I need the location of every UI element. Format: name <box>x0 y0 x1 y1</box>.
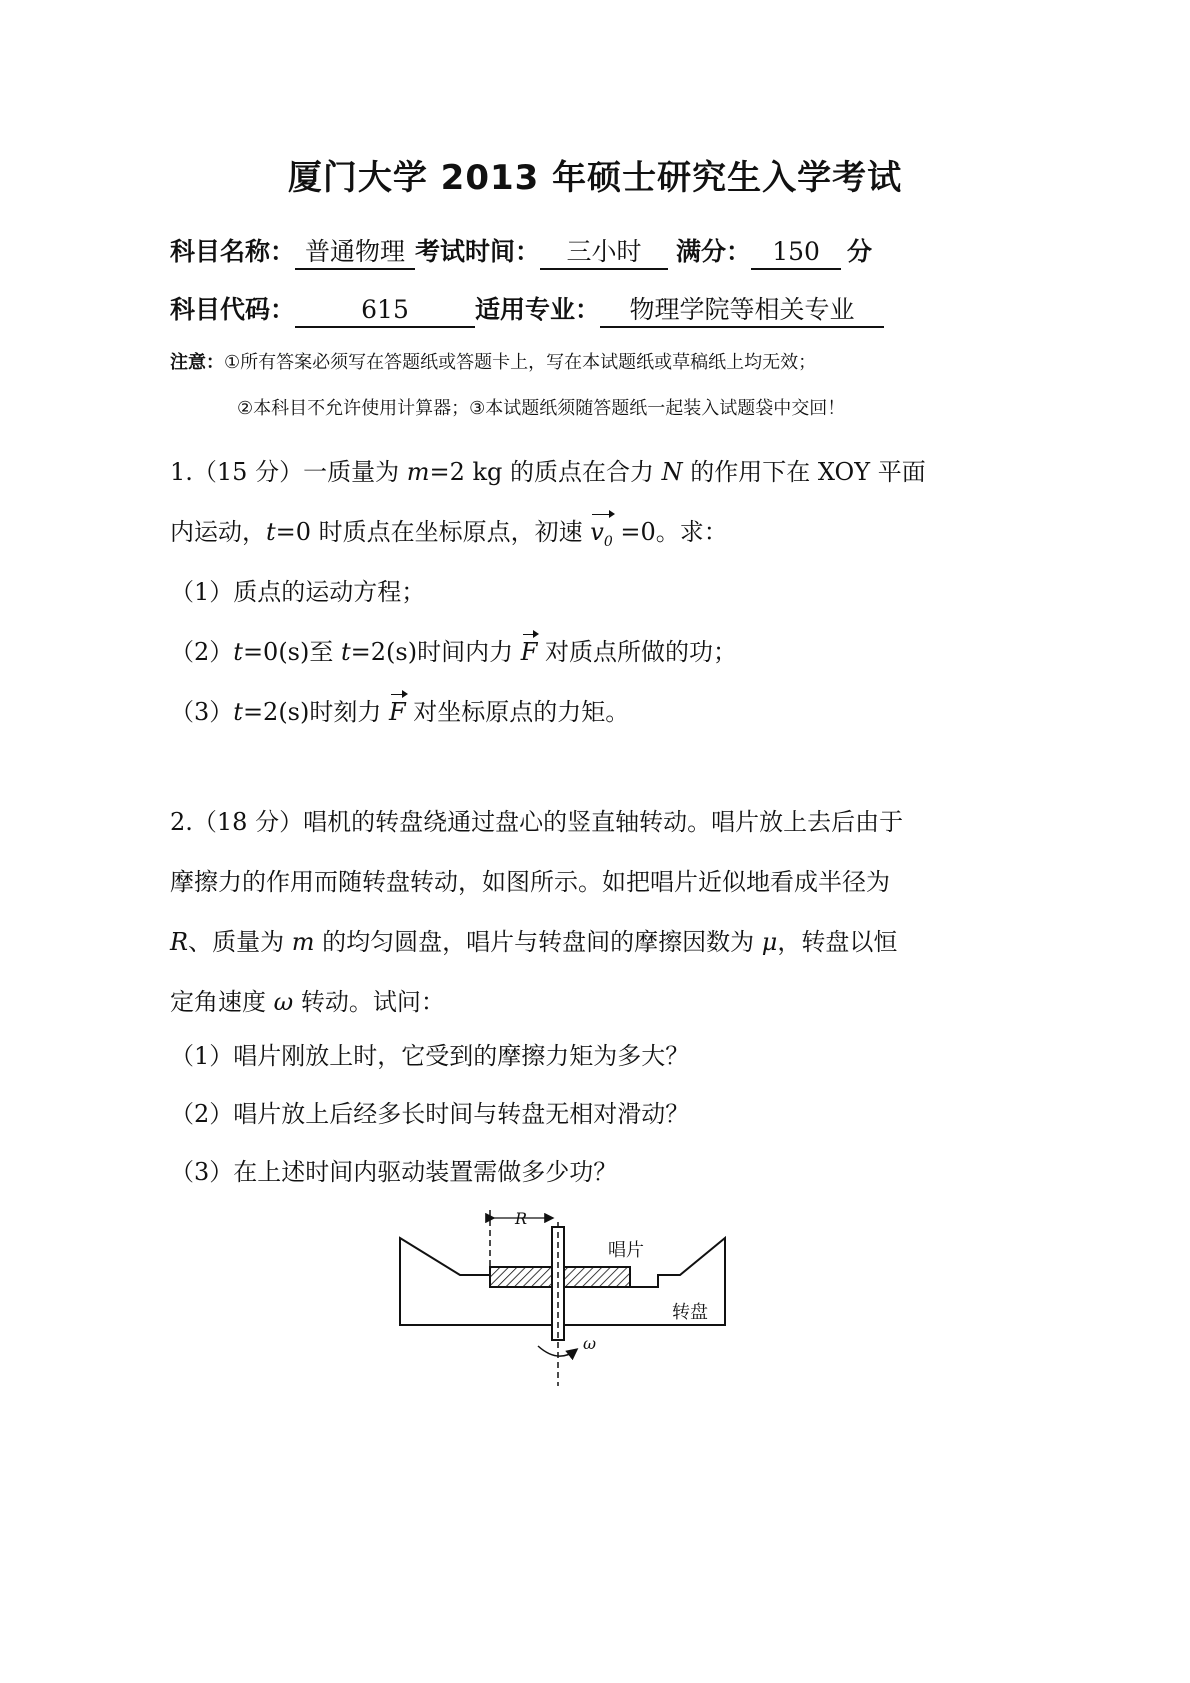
score-label: 满分： <box>676 237 752 266</box>
code-label: 科目代码： <box>170 295 296 324</box>
q1-text: =0。求： <box>612 518 728 546</box>
q1-text: =0(s)至 <box>242 638 341 666</box>
page-title: 厦门大学 2013 年硕士研究生入学考试 <box>287 158 903 198</box>
notice-line-2: ②本科目不允许使用计算器；③本试题纸须随答题纸一起装入试题袋中交回！ <box>237 398 846 419</box>
q1-text: 1.（15 分）一质量为 <box>170 458 407 486</box>
q1-text: =2(s)时刻力 <box>242 698 389 726</box>
notice-rule-1: ①所有答案必须写在答题纸或答题卡上，写在本试题纸或草稿纸上均无效； <box>224 352 817 373</box>
score-unit: 分 <box>847 237 873 266</box>
var-N: N <box>661 458 683 486</box>
rotation-arrow <box>538 1346 576 1356</box>
q1-text: （2） <box>170 638 234 666</box>
var-t: t <box>233 698 243 726</box>
q1-text: =0 时质点在坐标原点，初速 <box>275 518 591 546</box>
q2-text: 、质量为 <box>188 928 292 956</box>
q2-part-3: （3）在上述时间内驱动装置需做多少功？ <box>170 1158 618 1186</box>
subject-value: 普通物理 <box>295 237 415 270</box>
q2-part-1: （1）唱片刚放上时，它受到的摩擦力矩为多大？ <box>170 1042 690 1070</box>
var-mu: μ <box>761 928 778 956</box>
q1-text: 内运动， <box>170 518 266 546</box>
q1-text: 对坐标原点的力矩。 <box>405 698 630 726</box>
label-R: R <box>515 1209 528 1228</box>
major-value: 物理学院等相关专业 <box>600 295 884 328</box>
q1-line-1 <box>170 452 926 487</box>
q1-text: 对质点所做的功； <box>537 638 738 666</box>
q2-line-3 <box>170 922 897 957</box>
vector-v0 <box>590 518 612 550</box>
var-m: m <box>406 458 430 486</box>
header-line-1 <box>170 232 872 270</box>
subject-label: 科目名称： <box>170 237 296 266</box>
time-value: 三小时 <box>540 237 668 270</box>
code-value: 615 <box>295 295 475 328</box>
vector-F: F <box>389 698 406 726</box>
vector-F: F <box>520 638 538 666</box>
q2-text: 转动。试问： <box>293 988 445 1016</box>
notice-label: 注意： <box>170 352 224 373</box>
header-line-2 <box>170 290 884 328</box>
q2-text: 定角速度 <box>170 988 274 1016</box>
q2-text: 的均匀圆盘，唱片与转盘间的摩擦因数为 <box>314 928 762 956</box>
var-m: m <box>291 928 315 956</box>
var-omega: ω <box>273 988 294 1016</box>
score-value: 150 <box>751 237 841 270</box>
q2-line-4 <box>170 982 445 1017</box>
time-label: 考试时间： <box>415 237 541 266</box>
notice-line-1 <box>170 348 816 374</box>
var-t: t <box>341 638 351 666</box>
q1-text: 的作用下在 XOY 平面 <box>682 458 926 486</box>
var-R: R <box>170 928 189 956</box>
q1-text: （3） <box>170 698 234 726</box>
label-turntable: 转盘 <box>672 1302 708 1323</box>
q1-text: =2 kg 的质点在合力 <box>429 458 662 486</box>
q1-part-2 <box>170 632 737 667</box>
label-record: 唱片 <box>608 1240 644 1261</box>
q2-line-1: 2.（18 分）唱机的转盘绕通过盘心的竖直轴转动。唱片放上去后由于 <box>170 808 904 836</box>
q1-part-3 <box>170 692 629 727</box>
q2-text: ，转盘以恒 <box>777 928 898 956</box>
var-t: t <box>233 638 243 666</box>
q1-line-2 <box>170 512 728 550</box>
q2-part-2: （2）唱片放上后经多长时间与转盘无相对滑动？ <box>170 1100 690 1128</box>
q1-part-1: （1）质点的运动方程； <box>170 578 426 606</box>
label-omega: ω <box>583 1334 597 1353</box>
q2-line-2: 摩擦力的作用而随转盘转动，如图所示。如把唱片近似地看成半径为 <box>170 868 890 896</box>
q1-text: =2(s)时间内力 <box>350 638 521 666</box>
subscript-0: 0 <box>603 533 613 550</box>
turntable-figure <box>380 1200 760 1400</box>
var-v: v <box>590 518 604 546</box>
major-label: 适用专业： <box>475 295 601 324</box>
var-t: t <box>266 518 276 546</box>
